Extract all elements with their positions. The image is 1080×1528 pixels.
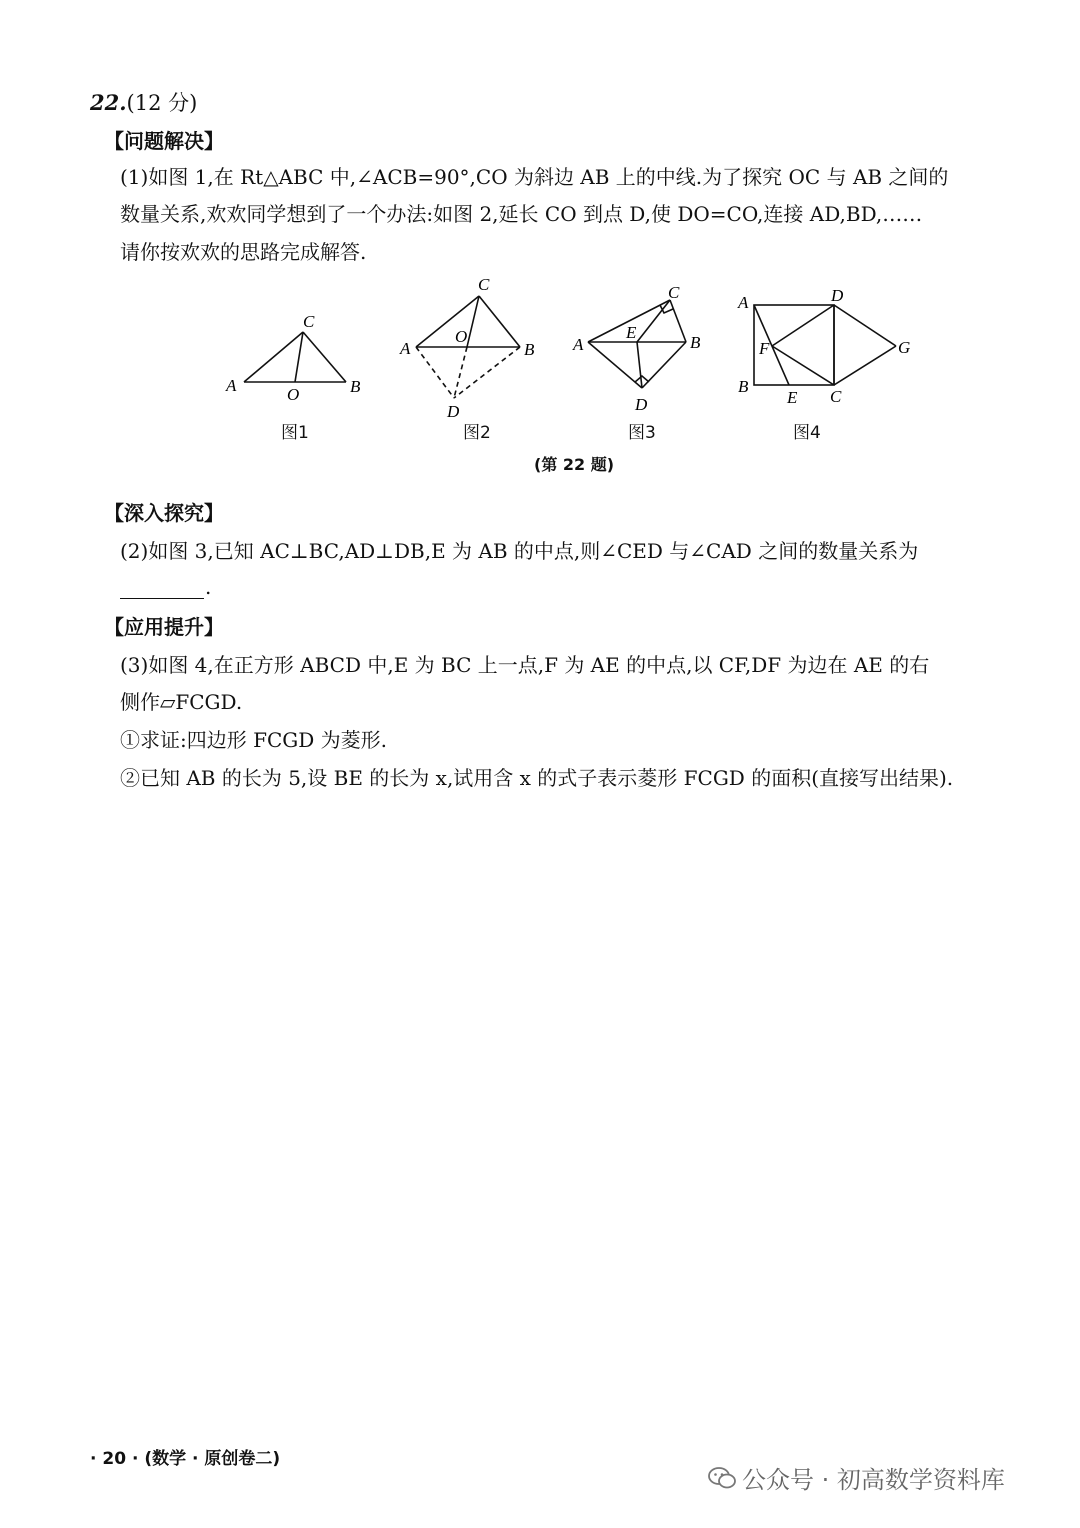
fig4-label-g: G <box>898 338 911 357</box>
fig4-label-e: E <box>787 388 798 407</box>
figure-3-caption: 图3 <box>628 423 656 443</box>
part2-line1: (2)如图 3,已知 AC⊥BC,AD⊥DB,E 为 AB 的中点,则∠CED 与∠CAD 之间的数量关系为 <box>120 539 919 563</box>
fig4-label-a: A <box>738 293 749 312</box>
fig3-right-angle-c <box>660 305 673 313</box>
part3-line2: 侧作▱FCGD. <box>120 690 243 714</box>
fig4-label-c: C <box>830 387 842 406</box>
fig3-segment-cb <box>670 300 686 342</box>
page-footer: · 20 · (数学 · 原创卷二) <box>90 1449 281 1469</box>
fig3-segment-ad <box>588 342 642 388</box>
fig1-label-b: B <box>350 377 361 396</box>
figure-2-caption: 图2 <box>463 423 491 443</box>
fig2-label-d: D <box>447 402 460 421</box>
fig3-segment-ce <box>637 300 670 342</box>
figure-4-caption: 图4 <box>793 423 821 443</box>
section-problem-solving: 【问题解决】 <box>104 129 224 153</box>
fig3-label-b: B <box>690 333 701 352</box>
fig2-label-c: C <box>478 275 490 294</box>
figure-4 <box>754 305 896 385</box>
part2-end-period: . <box>205 575 212 599</box>
fig3-label-a: A <box>573 335 584 354</box>
fig1-label-a: A <box>226 376 237 395</box>
fig4-label-f: F <box>759 339 770 358</box>
question-score: (12 分) <box>126 91 198 115</box>
part3-item1: ①求证:四边形 FCGD 为菱形. <box>120 728 388 752</box>
fig1-segment-cb <box>303 332 346 382</box>
part1-line2: 数量关系,欢欢同学想到了一个办法:如图 2,延长 CO 到点 D,使 DO=CO,连接 AD,BD,…… <box>120 202 923 226</box>
fig4-label-d: D <box>831 286 844 305</box>
fig4-segment-dg <box>834 305 896 346</box>
fig2-segment-bd <box>454 347 520 398</box>
answer-blank[interactable] <box>120 580 204 599</box>
fig1-label-o: O <box>287 385 300 404</box>
fig1-label-c: C <box>303 312 315 331</box>
watermark <box>708 1460 1005 1495</box>
part1-line1: (1)如图 1,在 Rt△ABC 中,∠ACB=90°,CO 为斜边 AB 上的中线.为了探究 OC 与 AB 之间的 <box>120 165 949 189</box>
part3-line1: (3)如图 4,在正方形 ABCD 中,E 为 BC 上一点,F 为 AE 的中点,以 CF,DF 为边在 AE 的右 <box>120 653 930 677</box>
fig1-segment-ac <box>244 332 303 382</box>
fig3-label-e: E <box>626 323 637 342</box>
wechat-icon <box>708 1467 736 1489</box>
fig2-segment-cb <box>479 296 520 347</box>
fig2-label-o: O <box>455 327 468 346</box>
fig4-label-b: B <box>738 377 749 396</box>
figures-diagram <box>0 270 1080 450</box>
part3-item2: ②已知 AB 的长为 5,设 BE 的长为 x,试用含 x 的式子表示菱形 FCGD 的面积(直接写出结果). <box>120 766 954 790</box>
fig4-segment-fd <box>772 305 834 346</box>
fig1-segment-co <box>295 332 303 382</box>
section-deep-exploration: 【深入探究】 <box>104 501 224 525</box>
fig2-label-b: B <box>524 340 535 359</box>
fig2-segment-od <box>454 347 467 398</box>
fig2-segment-ad <box>416 347 454 398</box>
figure-2 <box>416 296 520 398</box>
problem-caption: (第 22 题) <box>534 455 615 474</box>
watermark-text: 公众号 · 初高数学资料库 <box>742 1466 1005 1494</box>
figure-1 <box>244 332 346 382</box>
fig3-label-c: C <box>668 283 680 302</box>
question-header <box>90 88 197 118</box>
figure-3 <box>588 300 686 388</box>
part1-line3: 请你按欢欢的思路完成解答. <box>120 240 367 264</box>
fig4-segment-cg <box>834 346 896 385</box>
fig3-label-d: D <box>635 395 648 414</box>
fig2-label-a: A <box>400 339 411 358</box>
figure-1-caption: 图1 <box>281 423 309 443</box>
section-application: 【应用提升】 <box>104 615 224 639</box>
fig3-segment-ed <box>637 342 642 388</box>
question-number: 22. <box>90 90 127 115</box>
